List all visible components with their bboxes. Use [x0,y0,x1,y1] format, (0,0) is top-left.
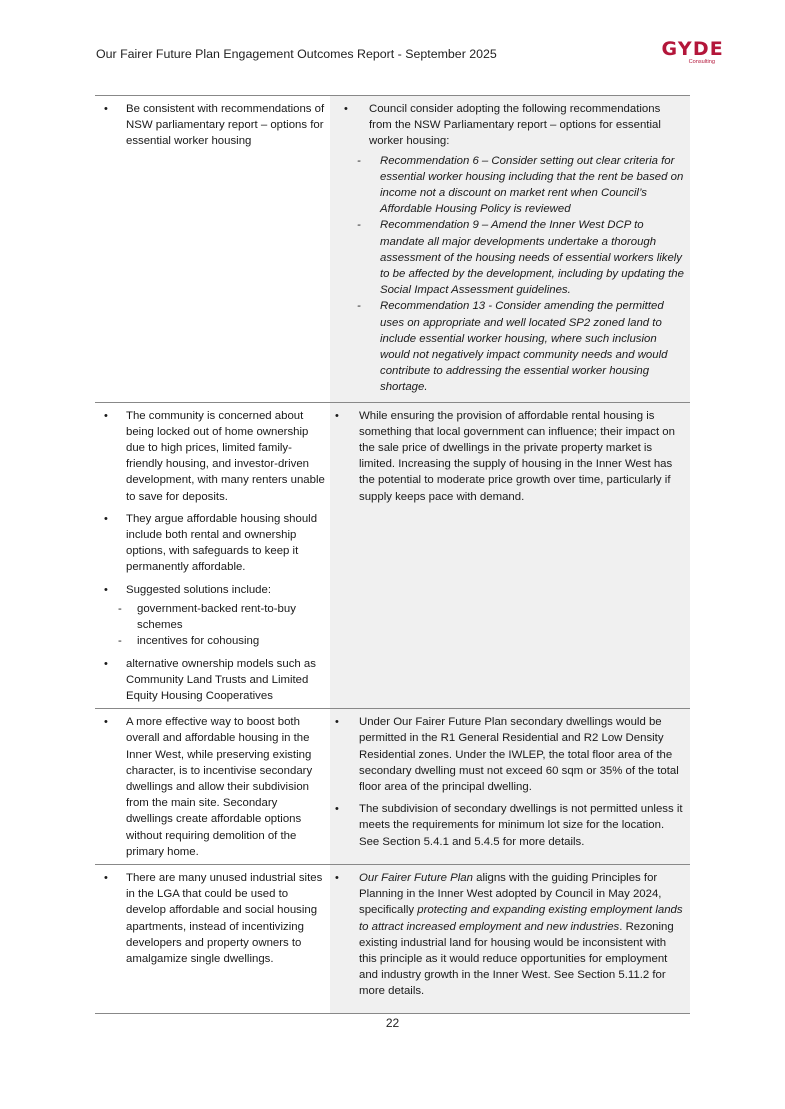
plan-name: Our Fairer Future Plan [359,871,473,884]
table-row [95,709,690,865]
feedback-bullet: • alternative ownership models such as Community Land Trusts and Limited Equity Housing Cooperatives [95,656,326,705]
council-response-cell [330,709,690,864]
response-intro: Council consider adopting the following recommendations from the NSW Parliamentary report – options for essential worker housing: [369,103,661,148]
logo-subtext: Consulting [688,59,715,65]
feedback-bullet: • There are many unused industrial sites in the LGA that could be used to develop affordable and social housing apartments, instead of incentivizing developers and property owners to amalgamize single dwellings. [95,870,326,967]
response-bullet: • Under Our Fairer Future Plan secondary dwellings would be permitted in the R1 General Residential and R2 Low Density Residential zones. Under the IWLEP, the total floor area of the secondary dwelling must not exceed 60 sqm or 35% of the total floor area of the principal dwelling. [330,714,684,795]
solution-item: - government-backed rent-to-buy schemes [116,601,326,633]
report-header-title: Our Fairer Future Plan Engagement Outcomes Report - September 2025 [96,47,497,61]
response-text: aligns with the guiding Principles for Planning in the Inner West adopted by Council in May 2024, specifically [359,871,662,917]
council-response-cell [330,96,690,402]
gyde-consulting-logo [638,40,724,68]
table-row [95,403,690,709]
council-response-cell [330,403,690,708]
feedback-bullet: • A more effective way to boost both overall and affordable housing in the Inner West, while preserving existing character, is to incentivise secondary dwellings and allow their subdivision from the main site. Secondary dwellings create affordable options without requiring demolition of the primary home. [95,714,326,860]
council-response-cell [330,865,690,1013]
recommendation-item: - Recommendation 6 – Consider setting out clear criteria for essential worker housing including that the rent be based on income not a discount on market rent when Council’s Affordable Housing Policy is reviewed [351,153,684,218]
feedback-bullet [95,582,326,650]
community-feedback-cell [95,709,330,864]
suggested-solutions-label: Suggested solutions include: [126,583,272,596]
page-number: 22 [385,1016,400,1030]
response-bullet: • While ensuring the provision of affordable rental housing is something that local government can influence; their impact on the sale price of dwellings in the private property market is limited. Increasing the supply of housing in the Inner West has the potential to moderate price growth over time, particularly if supply keeps pace with demand. [330,408,684,505]
community-feedback-cell [95,403,330,708]
table-row [95,865,690,1013]
response-bullet [330,870,684,1000]
feedback-bullet: • The community is concerned about being locked out of home ownership due to high prices, limited family-friendly housing, and investor-driven development, with many renters unable to save for deposits. [95,408,326,505]
feedback-bullet: • They argue affordable housing should include both rental and ownership options, with safeguards to keep it permanently affordable. [95,511,326,576]
response-bullet: • The subdivision of secondary dwellings is not permitted unless it meets the requirements for minimum lot size for the location. See Section 5.4.1 and 5.4.5 for more details. [330,801,684,850]
outcomes-table [95,95,690,1014]
response-bullet [330,101,684,396]
solution-item: - incentives for cohousing [116,633,326,649]
community-feedback-cell [95,865,330,1013]
feedback-bullet: • Be consistent with recommendations of NSW parliamentary report – options for essential worker housing [95,101,326,150]
logo-wordmark: GYDE [661,38,724,60]
recommendation-item: - Recommendation 13 - Consider amending the permitted uses on appropriate and well located SP2 zoned land to include essential worker housing, where such inclusion would not negatively impact community needs and would contribute to addressing the essential worker housing shortage. [351,298,684,395]
recommendation-item: - Recommendation 9 – Amend the Inner West DCP to mandate all major developments undertake a thorough assessment of the housing needs of essential workers likely to be affected by the development, including by updating the Social Impact Assessment guidelines. [351,217,684,298]
response-text: . Rezoning existing industrial land for housing would be inconsistent with this principle as it would reduce opportunities for employment and industry growth in the Inner West. See Section 5.11.2 for more details. [359,920,674,998]
table-row [95,96,690,403]
principle-quote: protecting and expanding existing employment lands to attract increased employment and new industries [359,904,683,933]
community-feedback-cell [95,96,330,402]
